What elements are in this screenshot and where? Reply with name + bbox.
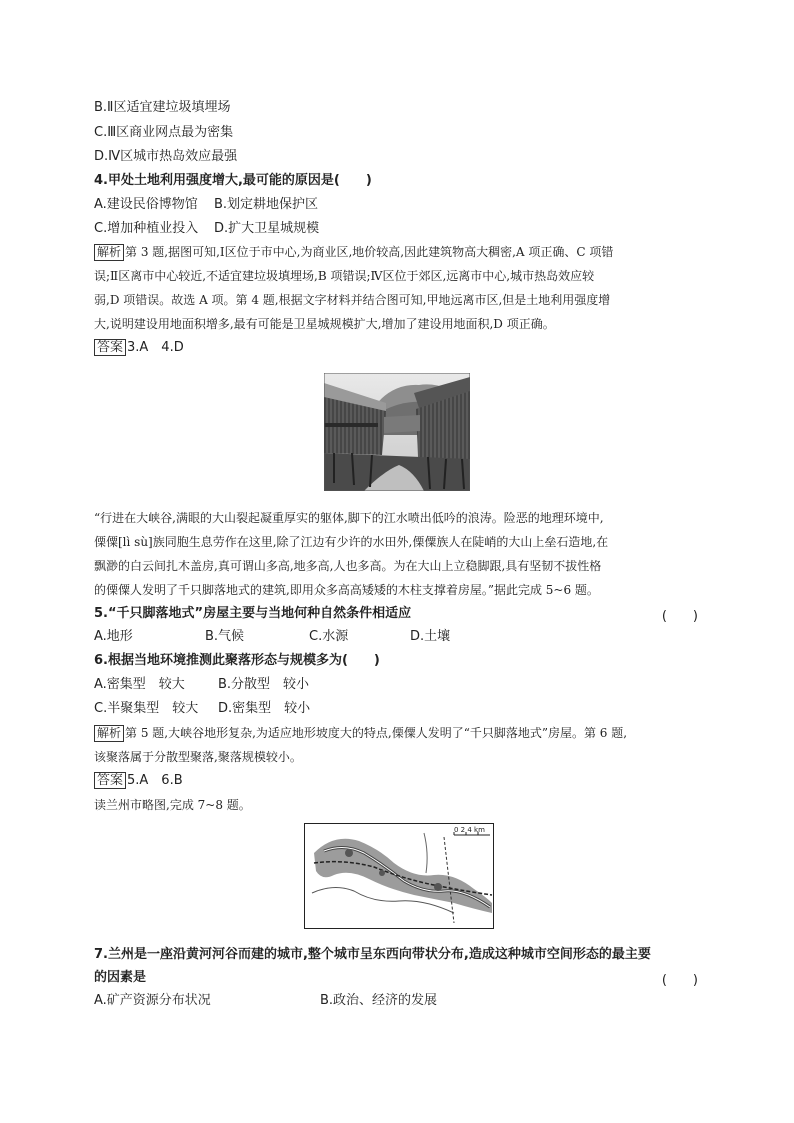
analysis-5-6-line2: 该聚落属于分散型聚落,聚落规模较小。 (94, 750, 302, 764)
analysis-3-4-line3: 弱,D 项错误。故选 A 项。第 4 题,根据文字材料并结合图可知,甲地远离市区,但是土地利用强度增 (94, 293, 611, 307)
q6-options-row1 (94, 676, 309, 694)
q5-option-a: A.地形 (94, 629, 133, 644)
q7-stem-line2: 的因素是 (94, 970, 147, 985)
analysis-tag: 解析 (94, 244, 124, 261)
q4-option-a: A.建设民俗博物馆 (94, 197, 198, 212)
q5-option-b: B.气候 (205, 629, 245, 644)
q3-option-c: C.Ⅲ区商业网点最为密集 (94, 125, 234, 140)
q7-option-a: A.矿产资源分布状况 (94, 993, 211, 1008)
q3-option-b: B.Ⅱ区适宜建垃圾填埋场 (94, 100, 231, 115)
q4-options-row1 (94, 196, 318, 214)
answer-tag: 答案 (94, 772, 126, 789)
q5-options (94, 628, 450, 646)
q6-option-d: D.密集型 较小 (218, 701, 311, 716)
answer-3-4: 答案 3.A 4.D (94, 339, 184, 357)
q4-option-c: C.增加种植业投入 (94, 221, 199, 236)
q7-options (94, 992, 437, 1010)
q3-option-d: D.Ⅳ区城市热岛效应最强 (94, 149, 238, 164)
lanzhou-sketch-map (304, 823, 494, 929)
passage-line4: 的傈僳人发明了千只脚落地式的建筑,即用众多高高矮矮的木柱支撑着房屋。”据此完成 5~6 题。 (94, 583, 599, 597)
passage-line3: 飘渺的白云间扎木盖房,真可谓山多高,地多高,人也多高。为在大山上立稳脚跟,具有坚韧不拔性格 (94, 559, 602, 573)
q5-stem: 5.“千只脚落地式”房屋主要与当地何种自然条件相适应 (94, 606, 412, 621)
q6-stem: 6.根据当地环境推测此聚落形态与规模多为( ) (94, 653, 380, 668)
q6-option-c: C.半聚集型 较大 (94, 701, 199, 716)
stilt-house-photo (324, 373, 470, 491)
analysis-3-4-line2: 误;Ⅱ区离市中心较近,不适宜建垃圾填埋场,B 项错误;Ⅳ区位于郊区,远离市中心,城市热岛效应较 (94, 269, 595, 283)
intro-7-8: 读兰州市略图,完成 7~8 题。 (94, 798, 251, 812)
q5-option-d: D.土壤 (410, 629, 451, 644)
q4-option-b: B.划定耕地保护区 (214, 197, 319, 212)
passage-line2: 傈僳[lì sù]族同胞生息劳作在这里,除了江边有少许的水田外,傈僳族人在陡峭的大山上垒石造地,在 (94, 535, 609, 549)
q4-options-row2 (94, 220, 319, 238)
analysis-3-4-line1: 解析 第 3 题,据图可知,Ⅰ区位于市中心,为商业区,地价较高,因此建筑物高大稠密,A 项正确、C 项错 (94, 243, 613, 261)
q6-option-b: B.分散型 较小 (218, 677, 310, 692)
q4-option-d: D.扩大卫星城规模 (214, 221, 320, 236)
q6-options-row2 (94, 700, 310, 718)
q4-stem: 4.甲处土地利用强度增大,最可能的原因是( ) (94, 173, 372, 188)
analysis-tag: 解析 (94, 725, 124, 742)
answer-5-6: 答案 5.A 6.B (94, 772, 183, 790)
analysis-5-6-line1: 解析 第 5 题,大峡谷地形复杂,为适应地形坡度大的特点,傈僳人发明了“千只脚落地式”房屋。第 6 题, (94, 724, 627, 742)
passage-line1: “行进在大峡谷,满眼的大山裂起凝重厚实的躯体,脚下的江水喷出低吟的浪涛。险恶的地理环境中, (94, 511, 604, 525)
q6-option-a: A.密集型 较大 (94, 677, 185, 692)
analysis-3-4-line4: 大,说明建设用地面积增多,最有可能是卫星城规模扩大,增加了建设用地面积,D 项正确。 (94, 317, 555, 331)
q7-stem-line1: 7.兰州是一座沿黄河河谷而建的城市,整个城市呈东西向带状分布,造成这种城市空间形态的最主要 (94, 947, 651, 962)
q5-option-c: C.水源 (309, 629, 349, 644)
q7-option-b: B.政治、经济的发展 (320, 993, 438, 1008)
q7-answer-bracket: ( ) (661, 973, 698, 988)
map-scale-label: 0 2 4 km (454, 826, 485, 834)
answer-tag: 答案 (94, 339, 126, 356)
q5-answer-bracket: ( ) (661, 609, 698, 624)
